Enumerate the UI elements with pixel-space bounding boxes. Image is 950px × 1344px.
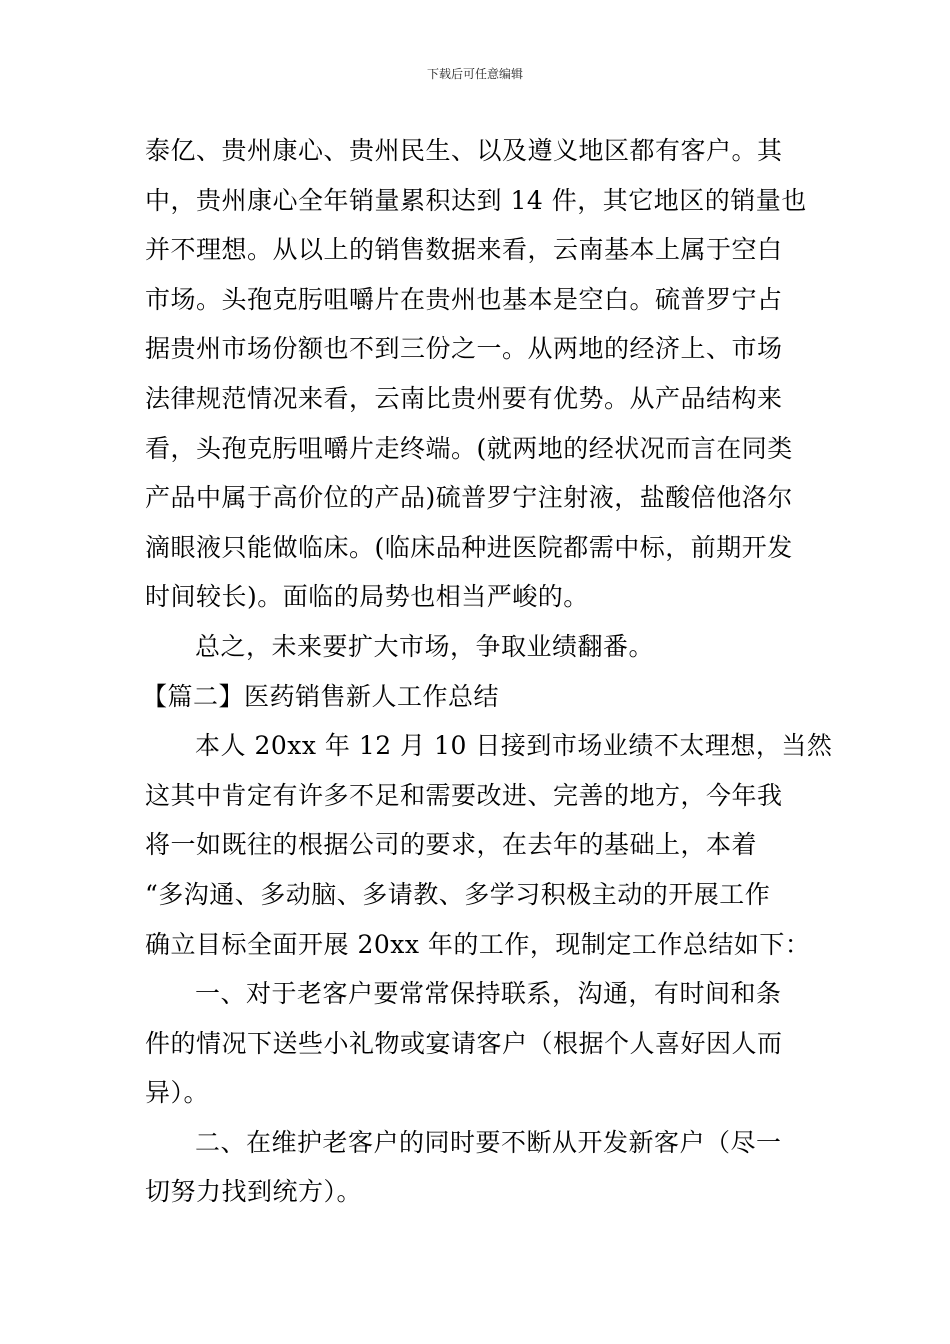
text-line: 确立目标全面开展 20xx 年的工作，现制定工作总结如下： <box>145 929 811 959</box>
document-body <box>142 126 833 1217</box>
paragraph <box>145 126 815 622</box>
paragraph <box>145 969 815 1118</box>
text-line: 泰亿、贵州康心、贵州民生、以及遵义地区都有客户。其 <box>145 136 783 165</box>
text-line: 本人 20xx 年 12 月 10 日接到市场业绩不太理想，当然 <box>195 731 833 761</box>
text-line: 件的情况下送些小礼物或宴请客户（根据个人喜好因人而 <box>145 1028 783 1058</box>
text-line: 总之，未来要扩大市场，争取业绩翻番。 <box>195 631 655 661</box>
text-line: 切努力找到统方）。 <box>145 1177 363 1207</box>
text-line: 产品中属于高价位的产品)硫普罗宁注射液，盐酸倍他洛尔 <box>145 483 793 513</box>
paragraph <box>145 1118 815 1217</box>
text-line: 异）。 <box>145 1078 210 1108</box>
text-line: 将一如既往的根据公司的要求，在去年的基础上，本着 <box>145 830 758 860</box>
text-line: 二、在维护老客户的同时要不断从开发新客户（尽一 <box>195 1127 782 1157</box>
text-line: 市场。头孢克肟咀嚼片在贵州也基本是空白。硫普罗宁占 <box>145 284 783 314</box>
text-line: 这其中肯定有许多不足和需要改进、完善的地方，今年我 <box>145 780 783 810</box>
text-line: 中，贵州康心全年销量累积达到 14 件，其它地区的销量也 <box>145 185 807 215</box>
text-line: 并不理想。从以上的销售数据来看，云南基本上属于空白 <box>145 235 783 265</box>
text-line: 据贵州市场份额也不到三份之一。从两地的经济上、市场 <box>145 334 783 364</box>
paragraph <box>145 622 815 672</box>
paragraph <box>145 721 833 969</box>
header-note: 下载后可任意编辑 <box>426 67 523 81</box>
text-line: 一、对于老客户要常常保持联系，沟通，有时间和条 <box>195 979 782 1009</box>
text-line: 滴眼液只能做临床。(临床品种进医院都需中标，前期开发 <box>145 532 793 562</box>
text-line: 看，头孢克肟咀嚼片走终端。(就两地的经状况而言在同类 <box>145 433 793 463</box>
text-line: 时间较长)。面临的局势也相当严峻的。 <box>145 582 589 612</box>
text-line: 法律规范情况来看，云南比贵州要有优势。从产品结构来 <box>145 383 783 413</box>
section-heading <box>142 672 815 722</box>
section-heading-text: 【篇二】医药销售新人工作总结 <box>142 681 500 711</box>
text-line: “多沟通、多动脑、多请教、多学习积极主动的开展工作 <box>145 879 771 909</box>
